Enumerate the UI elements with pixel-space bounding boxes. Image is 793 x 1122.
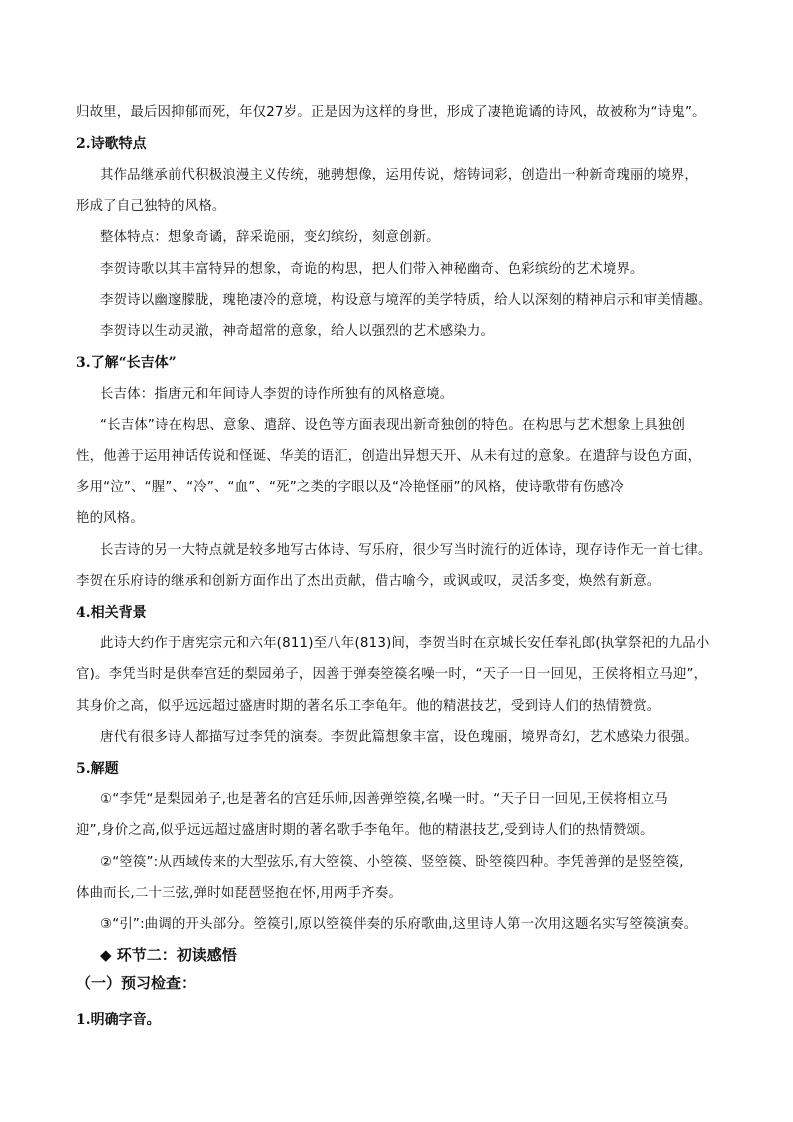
text-line: 长吉体：指唐元和年间诗人李贺的诗作所独有的风格意境。	[100, 387, 454, 402]
text-line: 整体特点：想象奇谲，辞采诡丽，变幻缤纷，刻意创新。	[100, 230, 440, 245]
text-line: 其作品继承前代积极浪漫主义传统，驰骋想像，运用传说，熔铸词彩，创造出一种新奇瑰丽的境界，	[100, 168, 698, 183]
subsection-heading: （一）预习检查：	[76, 974, 197, 992]
text-line: 官)。李凭当时是供奉宫廷的梨园弟子，因善于弹奏箜篌名噪一时，“天子一日一回见，王侯将相立马迎”，	[76, 667, 708, 682]
text-line: “长吉体”诗在构思、意象、遣辞、设色等方面表现出新奇独创的特色。在构思与艺术想象上具独创	[100, 418, 686, 433]
text-line: 李贺诗以生动灵澈，神奇超常的意象，给人以强烈的艺术感染力。	[100, 324, 495, 339]
text-line: 性，他善于运用神话传说和怪诞、华美的语汇，创造出异想天开、从未有过的意象。在遣辞与设色方面，	[76, 449, 702, 464]
section-heading: ◆ 环节二：初读感悟	[100, 946, 237, 964]
text-line: ②“箜篌”:从西域传来的大型弦乐,有大箜篌、小箜篌、竖箜篌、卧箜篌四种。李凭善弹的是竖箜篌,	[100, 855, 684, 870]
text-line: 形成了自己独特的风格。	[76, 199, 226, 214]
text-line: ③“引”:曲调的开头部分。箜篌引,原以箜篌伴奏的乐府歌曲,这里诗人第一次用这题名实写箜篌演奏。	[100, 917, 698, 932]
text-line: 迎”,身价之高,似乎远远超过盛唐时期的著名歌手李龟年。他的精湛技艺,受到诗人们的热情赞颂。	[76, 823, 654, 838]
heading-changji-style: 3.了解“长吉体”	[76, 355, 177, 371]
heading-poetry-features: 2.诗歌特点	[76, 136, 147, 152]
text-line: ①“李凭“是梨园弟子,也是著名的宫廷乐师,因善弹箜篌,名噪一时。“天子日一回见,王侯将相立马	[100, 792, 668, 807]
text-line: 唐代有很多诗人都描写过李凭的演奏。李贺此篇想象丰富，设色瑰丽，境界奇幻，艺术感染力很强。	[100, 730, 698, 745]
text-line: 其身价之高，似乎远远超过盛唐时期的著名乐工李龟年。他的精湛技艺，受到诗人们的热情赞赏。	[76, 699, 661, 714]
text-line: 李贺诗以幽邃朦胧，瑰艳凄冷的意境，构设意与境浑的美学特质，给人以深刻的精神启示和审美情趣。	[100, 293, 712, 308]
text-line: 此诗大约作于唐宪宗元和六年(811)至八年(813)间，李贺当时在京城长安任奉礼郎(执掌祭祀的九品小	[100, 636, 710, 651]
text-line: 归故里，最后因抑郁而死，年仅27岁。正是因为这样的身世，形成了凄艳诡谲的诗风，故被称为“诗鬼”。	[76, 105, 706, 120]
text-line: 多用“泣”、“腥”、“冷”、“血”、“死”之类的字眼以及“冷艳怪丽”的风格，使诗歌带有伤感冷	[76, 480, 624, 495]
text-line: 李贺诗歌以其丰富特异的想象，奇诡的构思，把人们带入神秘幽奇、色彩缤纷的艺术境界。	[100, 262, 644, 277]
text-line: 体曲而长,二十三弦,弹时如琵琶竖抱在怀,用两手齐奏。	[76, 886, 402, 901]
heading-background: 4.相关背景	[76, 605, 147, 621]
heading-title-explanation: 5.解题	[76, 761, 119, 777]
text-line: 李贺在乐府诗的继承和创新方面作出了杰出贡献，借古喻今，或讽或叹，灵活多变，焕然有新意。	[76, 574, 661, 589]
heading-pronunciation: 1.明确字音。	[76, 1012, 161, 1028]
text-line: 艳的风格。	[76, 511, 144, 526]
text-line: 长吉诗的另一大特点就是较多地写古体诗、写乐府，很少写当时流行的近体诗，现存诗作无一首七律。	[100, 543, 712, 558]
